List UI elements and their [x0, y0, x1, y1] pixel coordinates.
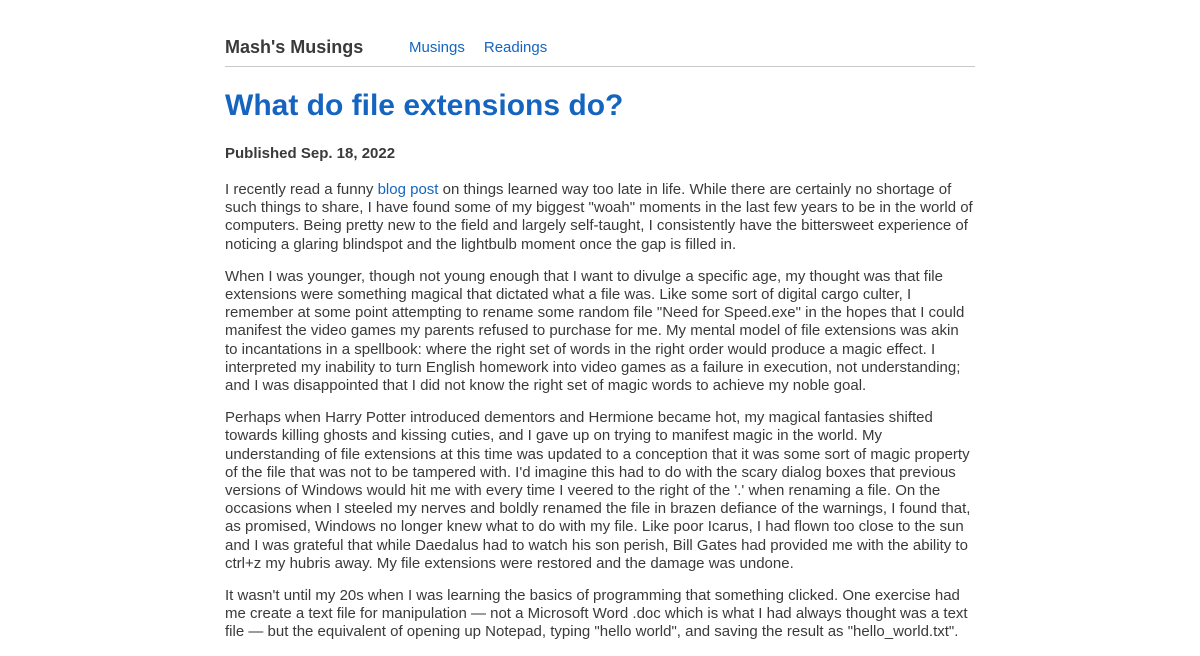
- blog-post-link[interactable]: blog post: [377, 181, 439, 198]
- paragraph-4: It wasn't until my 20s when I was learning the basics of programming that something clicked. One exercise had me create a text file for manipulation — not a Microsoft Word .doc which is what I had always thought was a text file — but the equivalent of opening up Notepad, typing "hello world", and saving the result as "hello_world.txt".: [225, 587, 968, 641]
- page: [225, 0, 975, 641]
- paragraph-1-intro: I recently read a funny: [225, 181, 378, 198]
- post-title: What do file extensions do?: [225, 89, 624, 122]
- published-date: Published Sep. 18, 2022: [225, 145, 396, 162]
- nav-link-readings[interactable]: Readings: [483, 39, 548, 56]
- post-content: [225, 181, 975, 656]
- site-header: [225, 0, 975, 67]
- paragraph-1: [225, 181, 975, 254]
- nav-link-musings[interactable]: Musings: [409, 39, 465, 56]
- paragraph-1-rest: on things learned way too late in life. While there are certainly no shortage of such things to share, I have found some of my biggest "woah" moments in the last few years to be in the world of computers. Being pretty new to the field and largely self-taught, I consistently have the bittersweet experience of noticing a glaring blindspot and the lightbulb moment once the gap is filled in.: [225, 181, 973, 253]
- paragraph-2: When I was younger, though not young enough that I want to divulge a specific age, my thought was that file extensions were something magical that dictated what a file was. Like some sort of digital cargo culter, I remember at some point attempting to rename some random file "Need for Speed.exe" in the hopes that I could manifest the video games my parents refused to purchase for me. My mental model of file extensions was akin to incantations in a spellbook: where the right set of words in the right order would produce a magic effect. I interpreted my inability to turn English homework into video games as a failure in execution, not understanding; and I was disappointed that I did not know the right set of magic words to achieve my noble goal.: [225, 267, 965, 395]
- paragraph-3: Perhaps when Harry Potter introduced dementors and Hermione became hot, my magical fantasies shifted towards killing ghosts and kissing cuties, and I gave up on trying to manifest magic in the world. My understanding of file extensions at this time was updated to a conception that it was some sort of magic property of the file that was not to be tampered with. I'd imagine this had to do with the scary dialog boxes that previous versions of Windows would hit me with every time I veered to the right of the '.' when renaming a file. On the occasions when I steeled my nerves and boldly renamed the file in brazen defiance of the warnings, I found that, as promised, Windows no longer knew what to do with my file. Like poor Icarus, I had flown too close to the sun and I was grateful that while Daedalus had to watch his son perish, Bill Gates had provided me with the ability to ctrl+z my hubris away. My file extensions were restored and the damage was undone.: [225, 409, 971, 572]
- site-title-link[interactable]: Mash's Musings: [225, 37, 364, 57]
- main-nav: [409, 39, 547, 56]
